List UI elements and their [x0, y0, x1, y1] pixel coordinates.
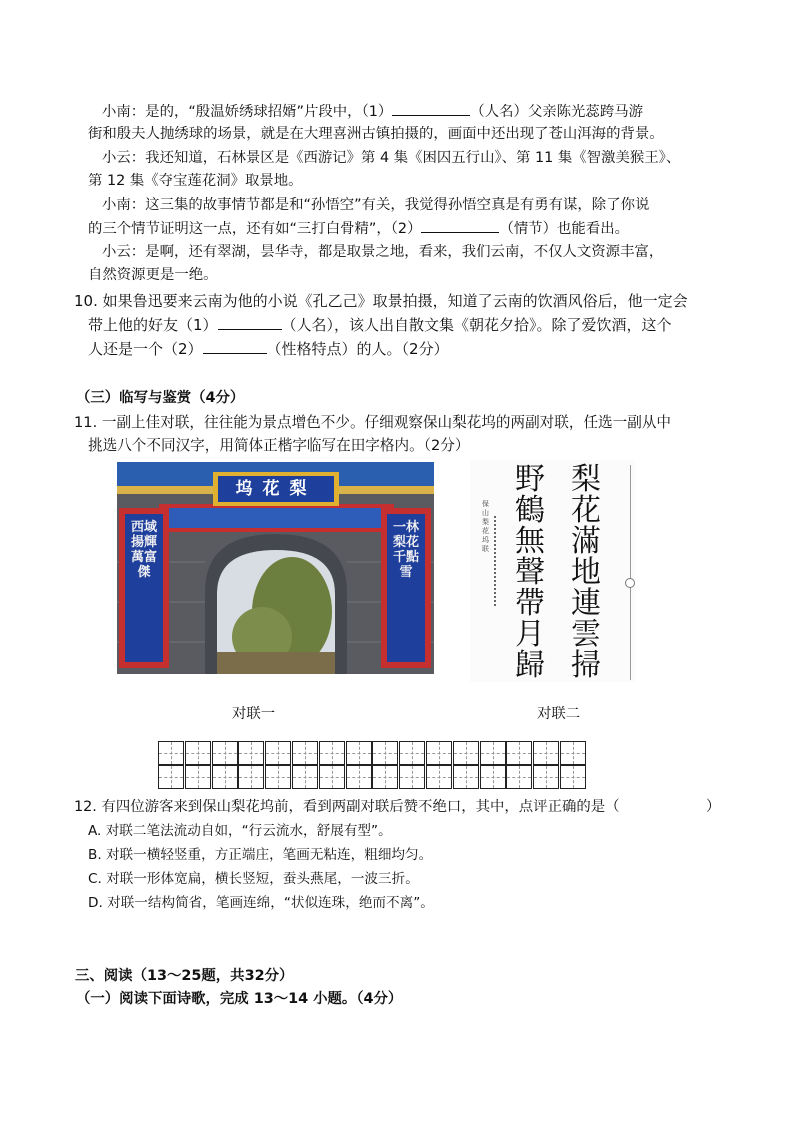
grid-cell[interactable]	[372, 765, 398, 789]
grid-cell[interactable]	[238, 741, 264, 765]
question-text: （人名），该人出自散文集《朝花夕拾》。除了爱饮酒，这个	[281, 316, 672, 334]
grid-cell[interactable]	[185, 741, 211, 765]
answer-blank[interactable]	[392, 101, 470, 116]
grid-cell[interactable]	[158, 741, 184, 765]
grid-cell[interactable]	[533, 765, 559, 789]
calligraphy-inscription: 保山梨花坞联	[482, 500, 489, 553]
grid-cell[interactable]	[453, 765, 479, 789]
left-couplet-text: 西域揚輝萬富傑	[131, 520, 158, 580]
grid-cell[interactable]	[292, 741, 318, 765]
grid-cell[interactable]	[560, 741, 586, 765]
dialogue-line	[88, 218, 629, 239]
question-12-stem	[74, 797, 620, 817]
option-c[interactable]: C. 对联一形体宽扁，横长竖短，蚕头燕尾，一波三折。	[88, 871, 419, 887]
grid-cell[interactable]	[399, 765, 425, 789]
grid-cell[interactable]	[158, 765, 184, 789]
dialogue-text: （人名）父亲陈光蕊跨马游	[470, 104, 643, 120]
question-10-line	[88, 339, 449, 359]
question-text: 12. 有四位游客来到保山梨花坞前，看到两副对联后赞不绝口，其中，点评正确的是（	[74, 799, 620, 815]
question-10-line	[88, 315, 672, 335]
grid-cell[interactable]	[426, 741, 452, 765]
option-b[interactable]: B. 对联一横轻竖重，方正端庄，笔画无粘连，粗细均匀。	[88, 847, 433, 863]
caption-couplet-one: 对联一	[232, 706, 276, 722]
grid-cell[interactable]	[265, 741, 291, 765]
answer-blank[interactable]	[203, 339, 267, 354]
sub-heading: （一）阅读下面诗歌，完成 13～14 小题。（4分）	[76, 991, 403, 1007]
dialogue-text: 的三个情节证明这一点，还有如“三打白骨精”，（2）	[88, 221, 422, 237]
couplet-two-calligraphy	[470, 460, 635, 682]
grid-cell[interactable]	[319, 765, 345, 789]
inscription-marks	[494, 516, 506, 606]
question-10-line: 10. 如果鲁迅要来云南为他的小说《孔乙己》取景拍摄，知道了云南的饮酒风俗后，他一定会	[74, 292, 688, 310]
question-11-line: 挑选八个不同汉字，用简体正楷字临写在田字格内。（2分）	[88, 437, 470, 454]
dialogue-line	[102, 101, 643, 122]
right-couplet-text: 一林梨花千點雪	[393, 520, 420, 580]
caption-couplet-two: 对联二	[537, 706, 581, 722]
grid-cell[interactable]	[372, 741, 398, 765]
grid-cell[interactable]	[560, 765, 586, 789]
part-heading: 三、阅读（13～25题，共32分）	[75, 968, 294, 984]
grid-cell[interactable]	[533, 741, 559, 765]
section-heading: （三）临写与鉴赏（4分）	[76, 390, 245, 406]
grid-cell[interactable]	[212, 741, 238, 765]
scroll-edge	[630, 465, 631, 680]
dialogue-text: 小南：是的，“殷温娇绣球招婿”片段中，（1）	[102, 104, 393, 120]
grid-cell[interactable]	[399, 741, 425, 765]
grid-cell[interactable]	[480, 765, 506, 789]
dialogue-line: 第 12 集《夺宝莲花洞》取景地。	[88, 173, 303, 189]
answer-blank[interactable]	[218, 315, 282, 330]
question-11-line: 11. 一副上佳对联，往往能为景点增色不少。仔细观察保山梨花坞的两副对联，任选一副从中	[74, 414, 672, 431]
grid-cell[interactable]	[185, 765, 211, 789]
couplet-one-photo	[117, 462, 434, 674]
grid-cell[interactable]	[346, 765, 372, 789]
scroll-ring-icon	[625, 578, 635, 588]
grid-cell[interactable]	[212, 765, 238, 789]
dialogue-line: 街和殷夫人抛绣球的场景，就是在大理喜洲古镇拍摄的，画面中还出现了苍山洱海的背景。	[88, 126, 664, 142]
dialogue-line: 小云：我还知道，石林景区是《西游记》第 4 集《困囚五行山》、第 11 集《智激美猴王》、	[102, 150, 681, 166]
option-a[interactable]: A. 对联二笔法流动自如，“行云流水，舒展有型”。	[88, 823, 392, 839]
grid-cell[interactable]	[265, 765, 291, 789]
question-text: （性格特点）的人。（2分）	[266, 340, 449, 358]
option-d[interactable]: D. 对联一结构简省，笔画连绵，“状似连珠，绝而不离”。	[88, 895, 434, 911]
grid-cell[interactable]	[453, 741, 479, 765]
question-text: 带上他的好友（1）	[88, 316, 218, 334]
dialogue-line: 小南：这三集的故事情节都是和“孙悟空”有关，我觉得孙悟空真是有勇有谋，除了你说	[102, 197, 650, 213]
dialogue-text: （情节）也能看出。	[499, 221, 629, 237]
calligraphy-left-column: 野鶴無聲帶月歸	[515, 462, 545, 683]
grid-cell[interactable]	[506, 741, 532, 765]
answer-blank[interactable]	[421, 218, 499, 233]
grid-cell[interactable]	[480, 741, 506, 765]
dialogue-line: 自然资源更是一绝。	[88, 267, 218, 283]
grid-cell[interactable]	[319, 741, 345, 765]
dialogue-line: 小云：是啊，还有翠湖，昙华寺，都是取景之地，看来，我们云南，不仅人文资源丰富，	[102, 244, 664, 260]
question-text: 人还是一个（2）	[88, 340, 203, 358]
grid-cell[interactable]	[426, 765, 452, 789]
calligraphy-right-column: 梨花滿地連雲掃	[571, 462, 601, 683]
question-12-close: ）	[706, 799, 721, 815]
grid-cell[interactable]	[238, 765, 264, 789]
grid-cell[interactable]	[506, 765, 532, 789]
grid-cell[interactable]	[292, 765, 318, 789]
plaque-text: 坞花梨	[235, 479, 317, 499]
grid-cell[interactable]	[346, 741, 372, 765]
